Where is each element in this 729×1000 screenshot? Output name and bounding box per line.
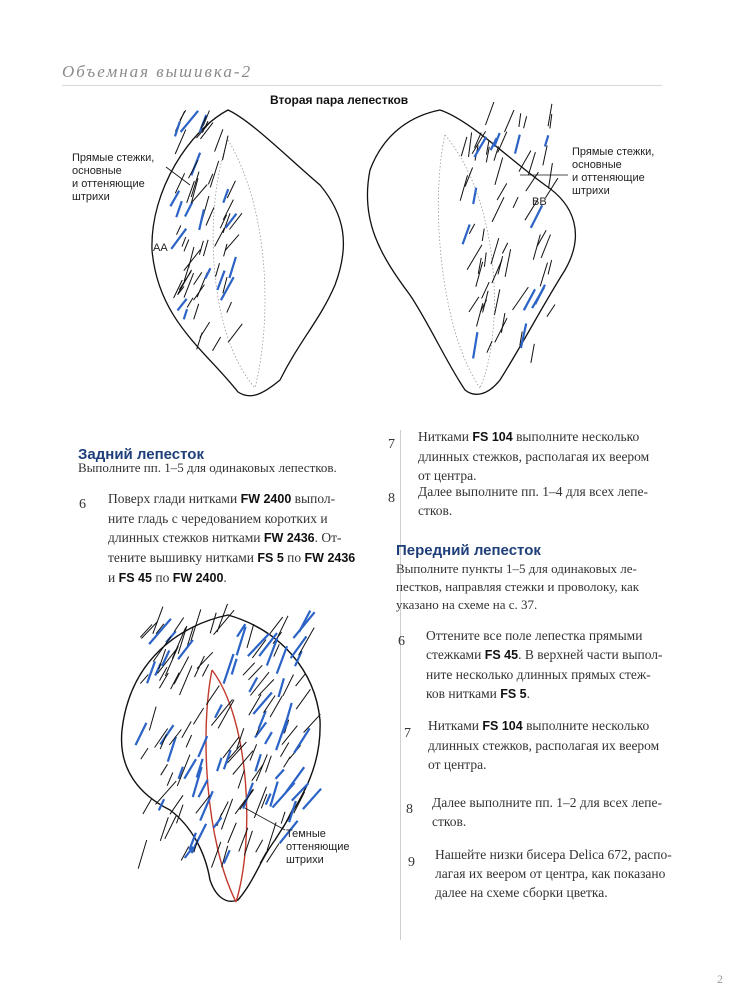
stitch-stroke — [260, 851, 267, 863]
stitch-stroke — [270, 696, 282, 718]
stitch-stroke — [140, 624, 152, 637]
step-number: 8 — [388, 491, 395, 506]
stitch-stroke — [184, 759, 196, 779]
stitch-stroke — [159, 673, 168, 688]
stitch-stroke — [136, 723, 147, 745]
stitch-stroke — [235, 789, 253, 814]
stitch-stroke — [214, 817, 222, 827]
front-step-9: Нашейте низки бисера Delica 672, распо- лагая их веером от центра, как показано далее на схеме сборки цветка. — [435, 847, 672, 900]
stitch-stroke — [199, 780, 208, 797]
stitch-stroke — [141, 748, 148, 759]
step-number: 7 — [388, 437, 395, 452]
stitch-stroke — [249, 678, 257, 693]
stitch-stroke — [283, 675, 294, 696]
stitch-stroke — [304, 714, 321, 732]
stitch-stroke — [217, 758, 221, 771]
left-petal-label: Прямые стежки, основные и оттеняющие штрихи — [72, 152, 155, 203]
front-step-7: Нитками FS 104 выполните несколько длинных стежков, располагая их веером от центра. — [428, 718, 660, 772]
step-number: 6 — [398, 634, 405, 649]
stitch-stroke — [153, 637, 171, 662]
stitch-stroke — [138, 840, 147, 869]
running-title: Объемная вышивка-2 — [62, 62, 253, 81]
stitch-stroke — [174, 657, 189, 685]
stitch-stroke — [223, 737, 239, 758]
stitch-stroke — [202, 664, 208, 676]
stitch-stroke — [264, 696, 276, 713]
stitch-stroke — [169, 730, 181, 746]
stitch-stroke — [210, 613, 216, 634]
stitch-stroke — [156, 781, 177, 804]
dark-shading-label: Темные оттеняющие штрихи — [286, 828, 350, 866]
stitch-stroke — [143, 799, 152, 814]
stitch-stroke — [228, 823, 237, 843]
stitch-stroke — [266, 756, 272, 773]
stitch-stroke — [303, 789, 321, 809]
stitch-stroke — [281, 743, 289, 757]
stitch-stroke — [165, 815, 177, 839]
step-number: 9 — [408, 855, 415, 870]
stitch-stroke — [161, 764, 168, 775]
section-heading-back-petal: Задний лепесток — [78, 446, 204, 463]
front-step-6: Оттените все поле лепестка прямыми стежками FS 45. В верхней части выпол- ните несколько длинных прямых стеж- ков нитками FS 5. — [426, 628, 663, 701]
right-petal-label: Прямые стежки, основные и оттеняющие штрихи — [572, 146, 655, 197]
stitch-stroke — [256, 754, 267, 781]
stitch-stroke — [277, 646, 287, 673]
stitch-stroke — [265, 732, 272, 744]
stitch-stroke — [281, 812, 285, 824]
front-step-8: Далее выполните пп. 1–2 для всех лепе- стков. — [432, 795, 662, 829]
stitch-stroke — [243, 783, 253, 809]
front-petal-intro: Выполните пункты 1–5 для одинаковых ле- пестков, направляя стежки и проволоку, как указано на схеме на с. 37. — [396, 561, 640, 612]
marker-bb: BB — [532, 196, 547, 208]
stitch-stroke — [178, 640, 193, 659]
stitch-stroke — [243, 663, 255, 676]
stitch-stroke — [186, 735, 192, 747]
step-number: 7 — [404, 726, 411, 741]
figure-title: Вторая пара лепестков — [270, 93, 409, 107]
stitch-stroke — [293, 612, 314, 638]
bottom-label-leader — [245, 808, 285, 830]
stitch-stroke — [182, 721, 191, 737]
stitch-stroke — [174, 618, 184, 632]
marker-aa: AA — [153, 242, 168, 254]
step-number: 6 — [79, 497, 86, 512]
stitch-stroke — [256, 840, 263, 853]
stitch-stroke — [284, 757, 291, 768]
stitch-stroke — [147, 661, 155, 683]
stitch-stroke — [278, 616, 288, 637]
stitch-stroke — [276, 770, 284, 779]
stitch-stroke — [261, 794, 267, 808]
section-heading-front-petal: Передний лепесток — [396, 542, 541, 559]
stitch-stroke — [168, 737, 176, 762]
stitch-stroke — [217, 604, 228, 632]
stitch-stroke — [224, 654, 234, 684]
stitch-stroke — [248, 634, 269, 656]
stitch-stroke — [191, 609, 201, 641]
back-step-6: Поверх глади нитками FW 2400 выпол- ните гладь с чередованием коротких и длинных стежков нитками FW 2436. От- тените вышивку нитками FS 5 по FW 2436 и FS 45 по FW 2400. — [108, 491, 356, 585]
stitch-stroke — [171, 673, 180, 690]
stitch-stroke — [193, 708, 203, 724]
stitch-stroke — [177, 755, 190, 786]
stitch-stroke — [149, 707, 156, 731]
stitch-stroke — [247, 624, 254, 648]
stitch-stroke — [215, 705, 222, 718]
stitch-stroke — [167, 772, 173, 785]
stitch-stroke — [267, 822, 276, 850]
stitch-stroke — [238, 770, 244, 789]
page-number: 2 — [717, 972, 723, 986]
stitch-stroke — [299, 628, 315, 656]
stitch-stroke — [296, 674, 306, 686]
back-step-7: Нитками FS 104 выполните несколько длинных стежков, располагая их веером от центра. — [418, 429, 650, 483]
stitch-stroke — [279, 678, 284, 697]
stitch-stroke — [294, 728, 310, 753]
back-step-8: Далее выполните пп. 1–4 для всех лепе- стков. — [418, 484, 648, 518]
stitch-stroke — [296, 689, 310, 709]
step-number: 8 — [406, 802, 413, 817]
back-petal-intro: Выполните пп. 1–5 для одинаковых лепестков. — [78, 460, 337, 475]
stitch-stroke — [160, 817, 168, 841]
stitch-stroke — [254, 787, 266, 818]
stitch-stroke — [197, 652, 213, 668]
stitch-stroke — [232, 659, 237, 675]
